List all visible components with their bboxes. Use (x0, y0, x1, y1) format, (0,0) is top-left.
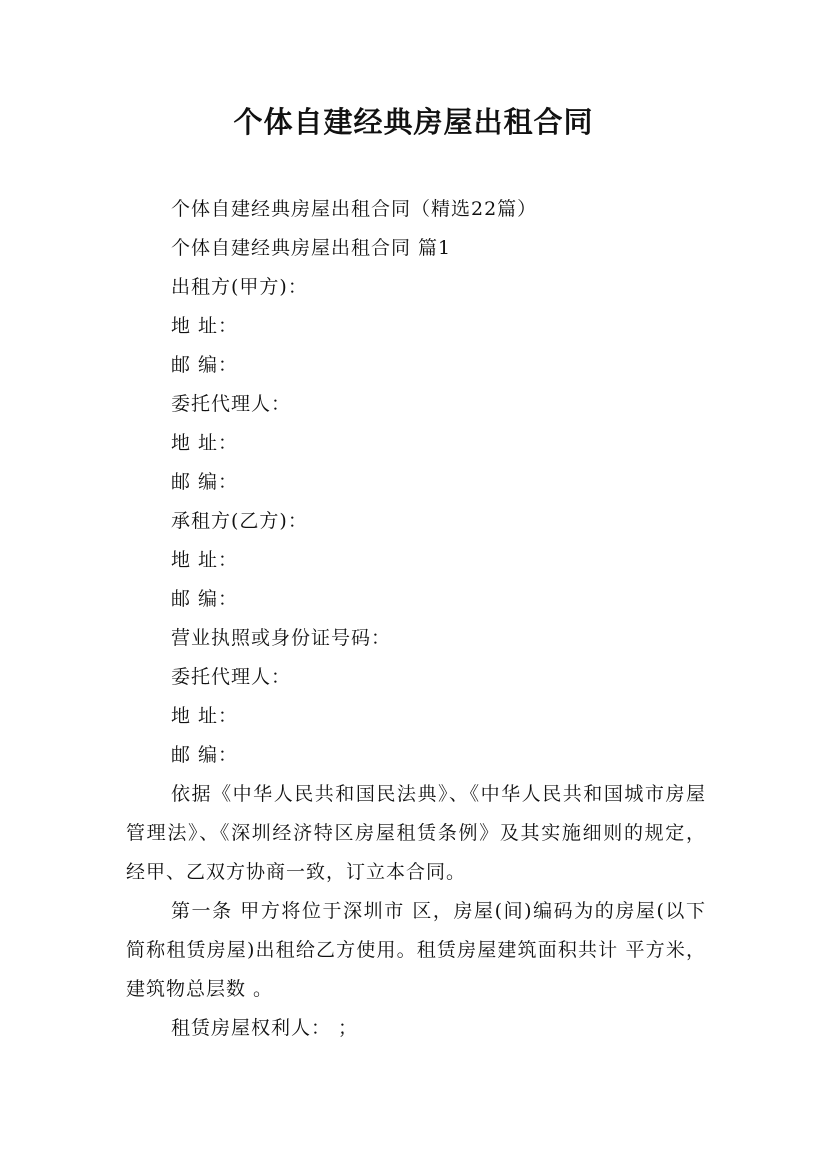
subtitle-line: 个体自建经典房屋出租合同（精选22篇） (171, 198, 538, 220)
lessee-address-label: 地 址： (171, 549, 239, 571)
property-owner-paragraph: 租赁房屋权利人： ； (171, 1017, 359, 1039)
lessee-label: 承租方(乙方)： (171, 510, 308, 532)
document-body (126, 190, 706, 1048)
document-title: 个体自建经典房屋出租合同 (233, 105, 594, 139)
lessee-agent-address-label: 地 址： (171, 705, 239, 727)
lessee-agent-label: 委托代理人： (171, 666, 292, 688)
section-heading: 个体自建经典房屋出租合同 篇1 (171, 237, 452, 259)
lessor-address-label: 地 址： (171, 315, 239, 337)
lessee-postcode-label: 邮 编： (171, 588, 239, 610)
article-one-paragraph: 第一条 甲方将位于深圳市 区，房屋(间)编码为的房屋(以下简称租赁房屋)出租给乙方使用。租赁房屋建筑面积共计 平方米，建筑物总层数 。 (126, 900, 706, 1000)
lessor-agent-address-label: 地 址： (171, 432, 239, 454)
legal-basis-paragraph: 依据《中华人民共和国民法典》、《中华人民共和国城市房屋管理法》、《深圳经济特区房屋租赁条例》及其实施细则的规定，经甲、乙双方协商一致，订立本合同。 (126, 783, 706, 883)
lessor-agent-label: 委托代理人： (171, 393, 292, 415)
lessor-postcode-label: 邮 编： (171, 354, 239, 376)
lessor-agent-postcode-label: 邮 编： (171, 471, 239, 493)
business-license-label: 营业执照或身份证号码： (171, 627, 392, 649)
lessee-agent-postcode-label: 邮 编： (171, 744, 239, 766)
lessor-label: 出租方(甲方)： (171, 276, 308, 298)
